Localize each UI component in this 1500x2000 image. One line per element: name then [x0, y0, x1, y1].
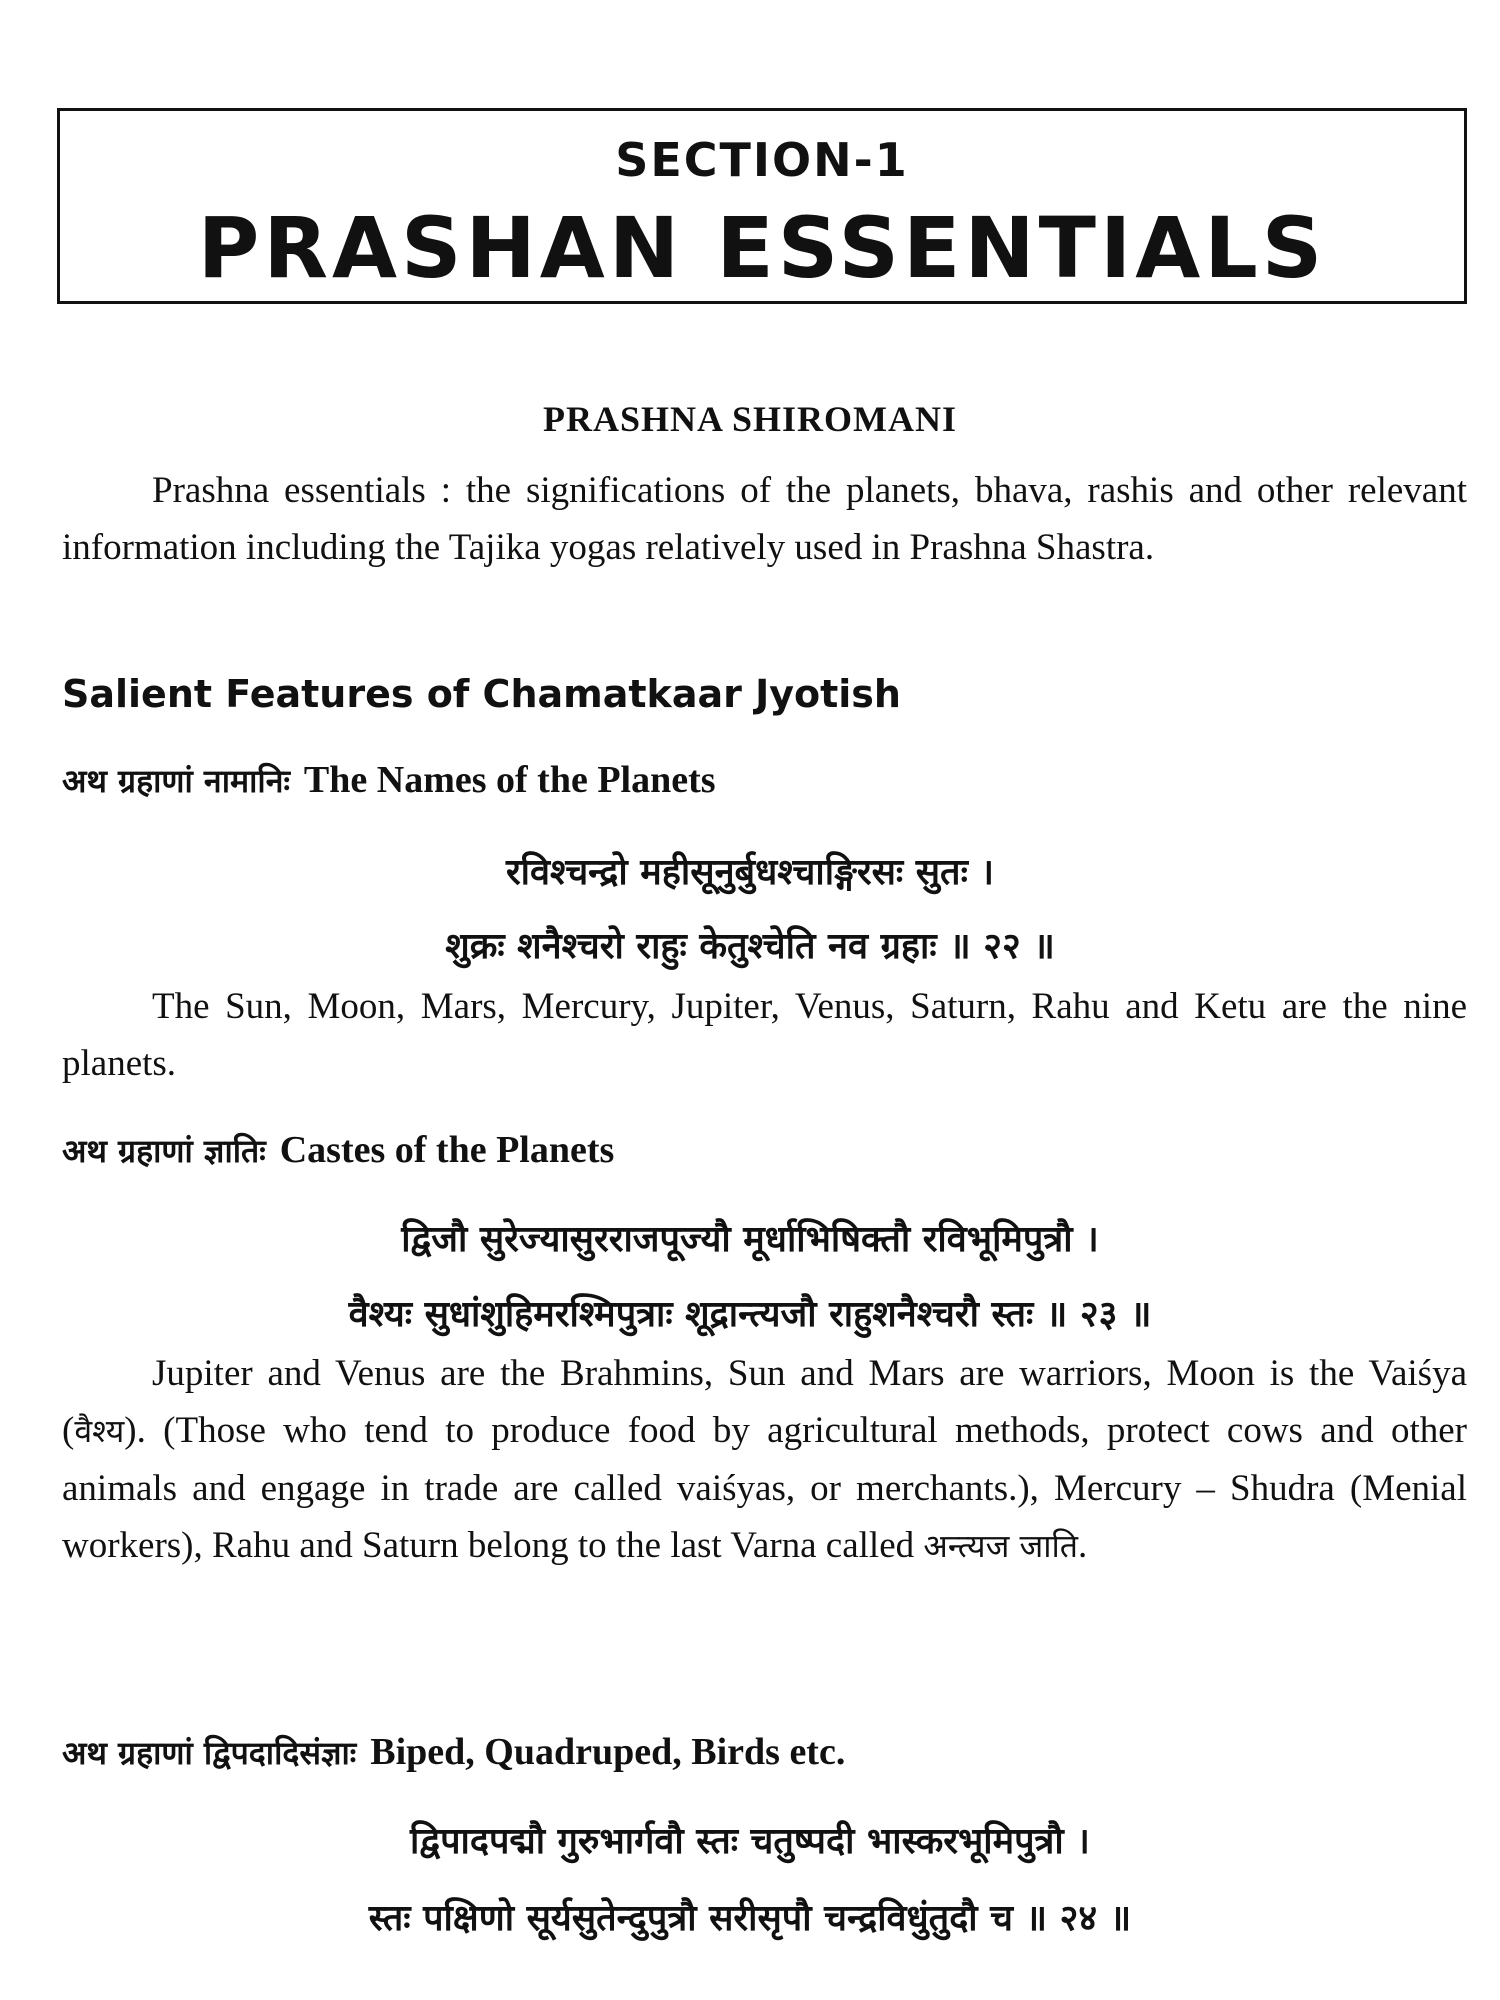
- castes-text-devanagari-2: अन्त्यज जाति: [923, 1527, 1079, 1565]
- castes-text-devanagari-1: वैश्य: [74, 1412, 125, 1450]
- castes-heading: [62, 1128, 1462, 1172]
- names-sanskrit-heading: अथ ग्रहाणां नामानिः: [62, 762, 290, 800]
- biped-heading: [62, 1730, 1462, 1774]
- castes-english-heading: Castes of the Planets: [279, 1129, 615, 1171]
- castes-sanskrit-heading: अथ ग्रहाणां ज्ञातिः: [62, 1132, 266, 1170]
- biped-sanskrit-heading: अथ ग्रहाणां द्विपदादिसंज्ञाः: [62, 1734, 357, 1772]
- castes-text-part-3: .: [1078, 1525, 1088, 1566]
- castes-text-part-2: ). (Those who tend to produce food by agricultural methods, protect cows and other animals and engage in trade are called vaiśyas, or merchants.), Mercury – Shudra (Menial workers), Rahu and Saturn belong to the last Varna called: [62, 1410, 1467, 1566]
- biped-verse-line-1: द्विपादपद्मौ गुरुभार्गवौ स्तः चतुष्पदी भास्करभूमिपुत्रौ ।: [410, 1821, 1090, 1862]
- names-english-heading: The Names of the Planets: [303, 759, 716, 801]
- biped-english-heading: Biped, Quadruped, Birds etc.: [370, 1731, 846, 1773]
- names-verse-line-2: शुक्रः शनैश्चरो राहुः केतुश्चेति नव ग्रहाः ॥ २२ ॥: [445, 926, 1055, 967]
- names-verse-line-1: रविश्चन्द्रो महीसूनुर्बुधश्चाङ्गिरसः सुतः ।: [505, 852, 995, 893]
- castes-verse-line-2: वैश्यः सुधांशुहिमरश्मिपुत्राः शूद्रान्त्यजौ राहुशनैश्चरौ स्तः ॥ २३ ॥: [348, 1294, 1152, 1335]
- names-heading: [62, 758, 1462, 802]
- chapter-heading: PRASHNA SHIROMANI: [542, 399, 958, 439]
- section-title-box: [57, 108, 1467, 304]
- castes-verse-line-1: द्विजौ सुरेज्यासुरराजपूज्यौ मूर्धाभिषिक्तौ रविभूमिपुत्रौ ।: [401, 1219, 1099, 1260]
- castes-paragraph: [62, 1345, 1467, 1575]
- section-label: SECTION-1: [615, 133, 909, 187]
- castes-text-part-1: Jupiter and Venus are the Brahmins, Sun and Mars are warriors, Moon is the Vaiśya (: [62, 1353, 1467, 1451]
- section-title: PRASHAN ESSENTIALS: [197, 199, 1327, 297]
- features-heading: Salient Features of Chamatkaar Jyotish: [62, 672, 901, 716]
- names-paragraph: The Sun, Moon, Mars, Mercury, Jupiter, Venus, Saturn, Rahu and Ketu are the nine planets.: [62, 986, 1467, 1084]
- biped-verse-line-2: स्तः पक्षिणो सूर्यसुतेन्दुपुत्रौ सरीसृपौ चन्द्रविधुंतुदौ च ॥ २४ ॥: [368, 1898, 1132, 1939]
- intro-paragraph: Prashna essentials : the significations of the planets, bhava, rashis and other relevant information including the Tajika yogas relatively used in Prashna Shastra.: [62, 470, 1467, 568]
